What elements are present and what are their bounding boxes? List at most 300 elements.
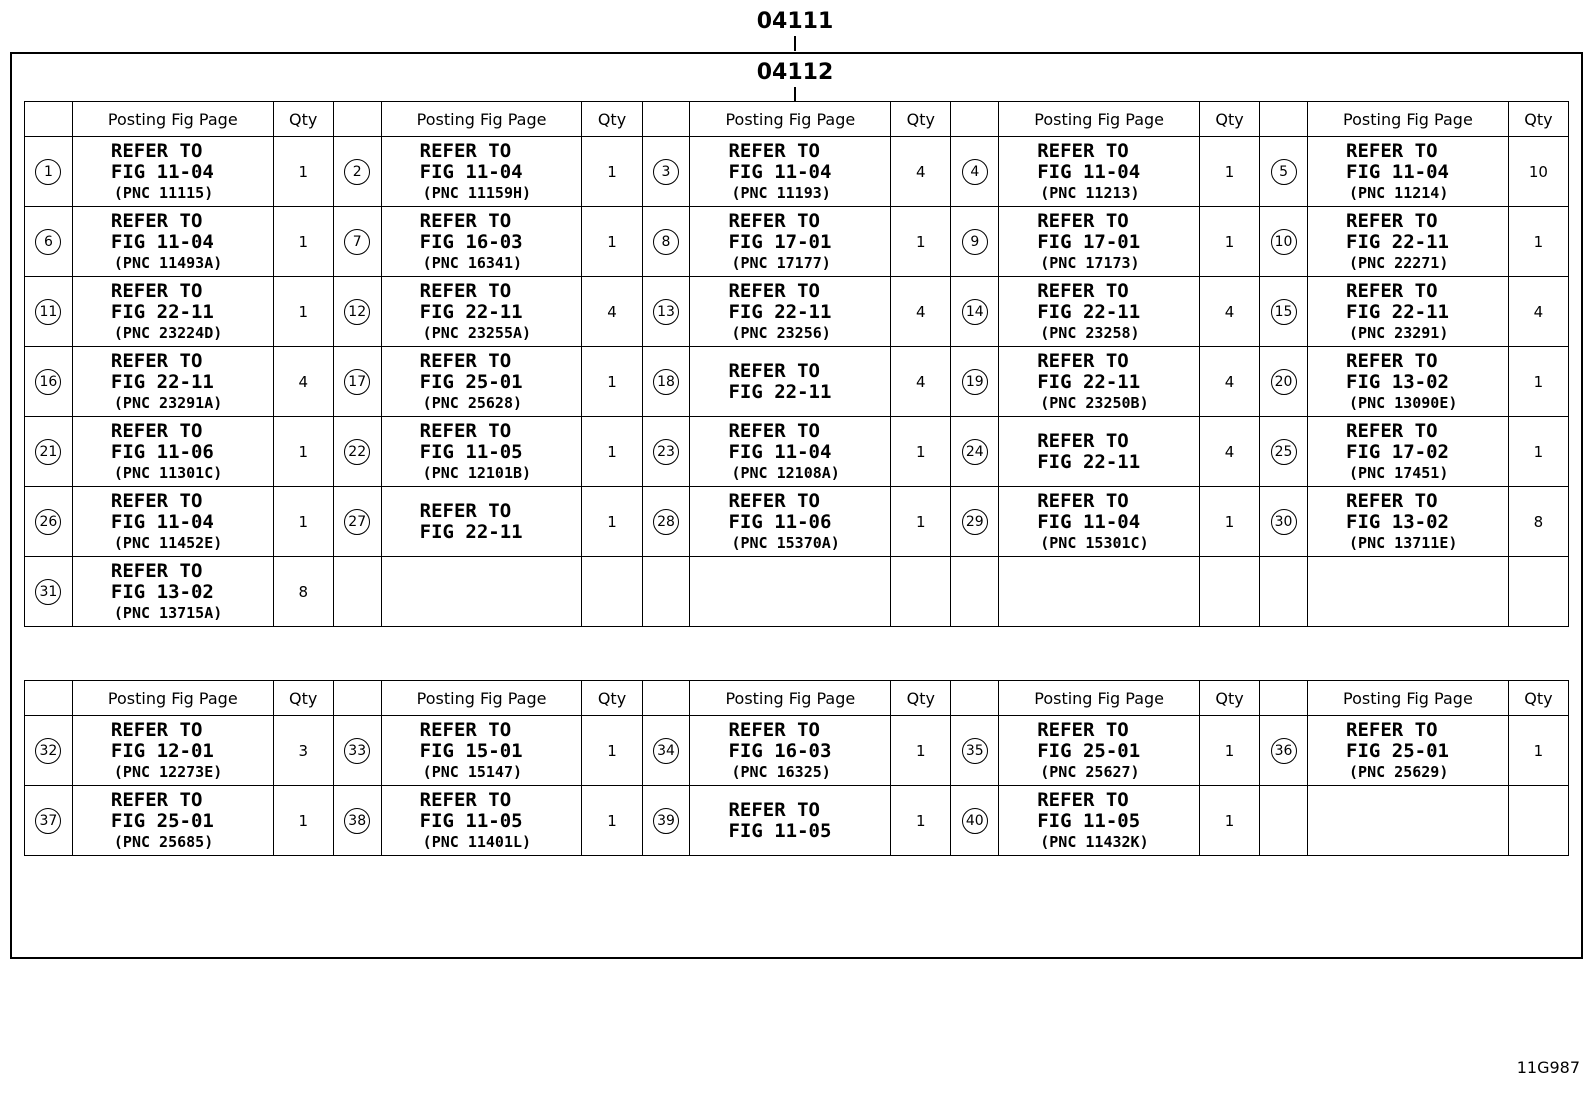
pnc-number: (PNC 16341) [422, 253, 523, 272]
table-row [25, 557, 1569, 627]
item-number-cell [25, 487, 73, 557]
posting-fig-page-cell [1308, 716, 1509, 786]
refer-to-text: REFER TO [110, 559, 203, 582]
header-posting-fig-page: Posting Fig Page [381, 102, 582, 137]
header-qty: Qty [1508, 102, 1568, 137]
header-qty: Qty [1508, 681, 1568, 716]
qty-cell [1508, 557, 1568, 627]
qty-cell: 1 [273, 137, 333, 207]
fig-page-ref: FIG 17-01 [728, 230, 832, 253]
qty-cell: 1 [1508, 716, 1568, 786]
refer-to-text: REFER TO [1346, 139, 1438, 162]
qty-cell: 1 [582, 417, 642, 487]
item-number-badge: 19 [962, 369, 988, 395]
header-number-cell [1260, 681, 1308, 716]
header-posting-fig-page: Posting Fig Page [690, 102, 891, 137]
item-number-cell [333, 487, 381, 557]
pnc-number: (PNC 11301C) [113, 463, 223, 482]
qty-cell: 1 [273, 277, 333, 347]
item-number-cell [951, 207, 999, 277]
header-qty: Qty [891, 681, 951, 716]
qty-cell [1508, 786, 1568, 856]
pnc-number: (PNC 15301C) [1040, 533, 1149, 552]
posting-fig-page-cell [999, 347, 1200, 417]
qty-cell: 1 [891, 487, 951, 557]
item-number-badge: 36 [1271, 738, 1297, 764]
qty-cell: 4 [1200, 277, 1260, 347]
fig-page-ref: FIG 17-02 [1346, 440, 1449, 463]
item-number-badge: 15 [1271, 299, 1297, 325]
table-row [25, 277, 1569, 347]
fig-page-ref: FIG 25-01 [1346, 739, 1449, 762]
posting-fig-page-cell [72, 557, 273, 627]
refer-to-text: REFER TO [419, 788, 512, 811]
item-number-cell [1260, 277, 1308, 347]
header-qty: Qty [582, 102, 642, 137]
item-number-badge: 22 [344, 439, 370, 465]
item-number-badge: 10 [1271, 229, 1297, 255]
fig-page-ref: FIG 11-06 [728, 510, 832, 533]
item-number-badge: 20 [1271, 369, 1297, 395]
posting-fig-page-cell [1308, 277, 1509, 347]
assembly-label-04111: 04111 [756, 9, 834, 34]
item-number-cell [951, 716, 999, 786]
pnc-number: (PNC 23250B) [1040, 393, 1149, 412]
pnc-number: (PNC 17173) [1040, 253, 1140, 272]
qty-cell: 4 [582, 277, 642, 347]
posting-fig-page-cell [381, 277, 582, 347]
posting-fig-page-cell [1308, 786, 1509, 856]
fig-page-ref: FIG 13-02 [1346, 370, 1449, 393]
fig-page-ref: FIG 11-04 [110, 510, 214, 533]
pnc-number: (PNC 11432K) [1040, 832, 1149, 851]
posting-fig-page-cell [690, 137, 891, 207]
item-number-badge: 31 [35, 579, 61, 605]
fig-page-ref: FIG 22-11 [419, 300, 523, 323]
fig-page-ref: FIG 22-11 [1346, 300, 1449, 323]
refer-to-text: REFER TO [728, 489, 820, 512]
header-number-cell [25, 102, 73, 137]
item-number-badge: 29 [962, 509, 988, 535]
posting-fig-page-cell [1308, 417, 1509, 487]
header-qty: Qty [1200, 102, 1260, 137]
pnc-number: (PNC 11452E) [113, 533, 223, 552]
item-number-cell [951, 137, 999, 207]
header-qty: Qty [582, 681, 642, 716]
refer-to-text: REFER TO [1346, 279, 1438, 302]
pnc-number: (PNC 17451) [1349, 463, 1449, 482]
refer-to-text: REFER TO [728, 139, 820, 162]
item-number-cell [333, 277, 381, 347]
table-row [25, 716, 1569, 786]
item-number-cell [951, 347, 999, 417]
pnc-number: (PNC 22271) [1349, 253, 1449, 272]
item-number-badge: 38 [344, 808, 370, 834]
header-posting-fig-page: Posting Fig Page [1308, 681, 1509, 716]
item-number-badge: 9 [962, 229, 988, 255]
pnc-number: (PNC 25628) [422, 393, 523, 412]
qty-cell: 1 [582, 487, 642, 557]
item-number-cell [25, 207, 73, 277]
qty-cell [891, 557, 951, 627]
qty-cell: 1 [1200, 786, 1260, 856]
header-row [25, 102, 1569, 137]
item-number-badge: 12 [344, 299, 370, 325]
pnc-number: (PNC 25685) [113, 832, 214, 851]
qty-cell: 4 [273, 347, 333, 417]
item-number-cell [333, 716, 381, 786]
item-number-badge: 34 [653, 738, 679, 764]
item-number-badge: 16 [35, 369, 61, 395]
qty-cell: 1 [891, 786, 951, 856]
fig-page-ref: FIG 11-04 [728, 160, 832, 183]
posting-fig-page-cell [381, 207, 582, 277]
qty-cell: 1 [582, 207, 642, 277]
refer-to-text: REFER TO [728, 419, 820, 442]
posting-fig-page-cell [1308, 347, 1509, 417]
header-number-cell [951, 681, 999, 716]
posting-fig-page-cell [381, 716, 582, 786]
fig-page-ref: FIG 22-11 [110, 300, 214, 323]
fig-page-ref: FIG 11-05 [419, 440, 523, 463]
posting-fig-page-cell [72, 207, 273, 277]
assembly-label-04112: 04112 [756, 60, 834, 85]
posting-fig-page-cell [999, 417, 1200, 487]
refer-to-text: REFER TO [419, 209, 512, 232]
posting-fig-page-cell [690, 487, 891, 557]
posting-fig-page-cell [72, 417, 273, 487]
refer-to-text: REFER TO [1037, 279, 1129, 302]
qty-cell: 1 [1200, 207, 1260, 277]
item-number-cell [25, 347, 73, 417]
refer-to-text: REFER TO [110, 489, 203, 512]
leader-line-04111 [794, 36, 796, 51]
fig-page-ref: FIG 15-01 [419, 739, 523, 762]
posting-fig-page-cell [72, 487, 273, 557]
posting-fig-page-cell [72, 716, 273, 786]
pnc-number: (PNC 23258) [1040, 323, 1140, 342]
parts-table-lower [24, 680, 1569, 856]
refer-to-text: REFER TO [419, 139, 512, 162]
posting-fig-page-cell [381, 786, 582, 856]
posting-fig-page-cell [381, 417, 582, 487]
qty-cell: 8 [273, 557, 333, 627]
pnc-number: (PNC 23255A) [422, 323, 532, 342]
item-number-badge: 17 [344, 369, 370, 395]
item-number-badge: 11 [35, 299, 61, 325]
table-row [25, 137, 1569, 207]
item-number-badge: 24 [962, 439, 988, 465]
item-number-cell [333, 557, 381, 627]
header-number-cell [642, 102, 690, 137]
header-number-cell [642, 681, 690, 716]
qty-cell [582, 557, 642, 627]
item-number-badge: 14 [962, 299, 988, 325]
item-number-cell [642, 786, 690, 856]
header-number-cell [1260, 102, 1308, 137]
fig-page-ref: FIG 11-04 [1037, 160, 1141, 183]
header-qty: Qty [273, 681, 333, 716]
qty-cell: 1 [891, 417, 951, 487]
fig-page-ref: FIG 22-11 [419, 520, 523, 543]
posting-fig-page-cell [690, 207, 891, 277]
refer-to-text: REFER TO [110, 419, 203, 442]
header-number-cell [25, 681, 73, 716]
posting-fig-page-cell [72, 786, 273, 856]
refer-to-text: REFER TO [110, 279, 203, 302]
item-number-badge: 30 [1271, 509, 1297, 535]
fig-page-ref: FIG 12-01 [110, 739, 214, 762]
qty-cell [1200, 557, 1260, 627]
item-number-badge: 7 [344, 229, 370, 255]
posting-fig-page-cell [690, 277, 891, 347]
fig-page-ref: FIG 11-06 [110, 440, 214, 463]
item-number-badge: 28 [653, 509, 679, 535]
header-qty: Qty [1200, 681, 1260, 716]
posting-fig-page-cell [690, 557, 891, 627]
posting-fig-page-cell [999, 277, 1200, 347]
item-number-badge: 8 [653, 229, 679, 255]
illustration-code: 11G987 [1516, 1058, 1580, 1077]
posting-fig-page-cell [381, 557, 582, 627]
fig-page-ref: FIG 22-11 [728, 300, 832, 323]
item-number-cell [1260, 716, 1308, 786]
fig-page-ref: FIG 13-02 [1346, 510, 1449, 533]
item-number-cell [642, 347, 690, 417]
fig-page-ref: FIG 22-11 [110, 370, 214, 393]
header-posting-fig-page: Posting Fig Page [1308, 102, 1509, 137]
item-number-cell [951, 417, 999, 487]
table-row [25, 207, 1569, 277]
posting-fig-page-cell [999, 487, 1200, 557]
qty-cell: 1 [582, 137, 642, 207]
header-posting-fig-page: Posting Fig Page [72, 102, 273, 137]
qty-cell: 3 [273, 716, 333, 786]
qty-cell: 10 [1508, 137, 1568, 207]
item-number-cell [333, 137, 381, 207]
pnc-number: (PNC 13711E) [1349, 533, 1458, 552]
item-number-cell [642, 417, 690, 487]
qty-cell: 1 [1200, 137, 1260, 207]
table-row [25, 417, 1569, 487]
posting-fig-page-cell [72, 137, 273, 207]
fig-page-ref: FIG 11-04 [1037, 510, 1141, 533]
fig-page-ref: FIG 11-04 [1346, 160, 1449, 183]
posting-fig-page-cell [999, 786, 1200, 856]
qty-cell: 1 [1508, 207, 1568, 277]
refer-to-text: REFER TO [1037, 139, 1129, 162]
posting-fig-page-cell [381, 487, 582, 557]
refer-to-text: REFER TO [110, 718, 203, 741]
item-number-badge: 13 [653, 299, 679, 325]
qty-cell: 1 [273, 417, 333, 487]
qty-cell: 1 [891, 716, 951, 786]
refer-to-text: REFER TO [1346, 349, 1438, 372]
qty-cell: 1 [582, 347, 642, 417]
refer-to-text: REFER TO [110, 349, 203, 372]
header-qty: Qty [891, 102, 951, 137]
pnc-number: (PNC 11193) [731, 183, 831, 202]
item-number-badge: 39 [653, 808, 679, 834]
posting-fig-page-cell [1308, 487, 1509, 557]
refer-to-text: REFER TO [728, 359, 820, 382]
pnc-number: (PNC 23291) [1349, 323, 1449, 342]
item-number-badge: 26 [35, 509, 61, 535]
qty-cell: 1 [273, 207, 333, 277]
refer-to-text: REFER TO [1037, 349, 1129, 372]
refer-to-text: REFER TO [419, 718, 512, 741]
pnc-number: (PNC 11115) [113, 183, 214, 202]
item-number-badge: 35 [962, 738, 988, 764]
item-number-cell [642, 557, 690, 627]
header-posting-fig-page: Posting Fig Page [999, 102, 1200, 137]
pnc-number: (PNC 11493A) [113, 253, 223, 272]
fig-page-ref: FIG 17-01 [1037, 230, 1141, 253]
qty-cell: 1 [582, 786, 642, 856]
refer-to-text: REFER TO [110, 788, 203, 811]
item-number-badge: 3 [653, 159, 679, 185]
item-number-badge: 6 [35, 229, 61, 255]
header-posting-fig-page: Posting Fig Page [381, 681, 582, 716]
qty-cell: 1 [273, 487, 333, 557]
item-number-cell [333, 786, 381, 856]
table-row [25, 487, 1569, 557]
fig-page-ref: FIG 11-05 [419, 809, 523, 832]
fig-page-ref: FIG 22-11 [728, 380, 832, 403]
refer-to-text: REFER TO [1037, 489, 1129, 512]
pnc-number: (PNC 11214) [1349, 183, 1449, 202]
posting-fig-page-cell [1308, 137, 1509, 207]
item-number-cell [1260, 487, 1308, 557]
item-number-badge: 32 [35, 738, 61, 764]
item-number-cell [25, 137, 73, 207]
item-number-cell [1260, 786, 1308, 856]
pnc-number: (PNC 11401L) [422, 832, 532, 851]
header-posting-fig-page: Posting Fig Page [999, 681, 1200, 716]
posting-fig-page-cell [381, 137, 582, 207]
item-number-badge: 21 [35, 439, 61, 465]
qty-cell: 1 [1508, 417, 1568, 487]
header-row [25, 681, 1569, 716]
item-number-cell [25, 277, 73, 347]
posting-fig-page-cell [690, 417, 891, 487]
table-row [25, 347, 1569, 417]
posting-fig-page-cell [1308, 207, 1509, 277]
qty-cell: 4 [891, 277, 951, 347]
pnc-number: (PNC 13090E) [1349, 393, 1458, 412]
item-number-cell [333, 417, 381, 487]
pnc-number: (PNC 16325) [731, 762, 831, 781]
item-number-badge: 5 [1271, 159, 1297, 185]
refer-to-text: REFER TO [110, 209, 203, 232]
posting-fig-page-cell [999, 716, 1200, 786]
item-number-cell [333, 207, 381, 277]
item-number-cell [1260, 417, 1308, 487]
posting-fig-page-cell [690, 347, 891, 417]
qty-cell: 4 [1200, 347, 1260, 417]
header-qty: Qty [273, 102, 333, 137]
posting-fig-page-cell [999, 207, 1200, 277]
refer-to-text: REFER TO [1346, 489, 1438, 512]
item-number-badge: 33 [344, 738, 370, 764]
qty-cell: 1 [891, 207, 951, 277]
qty-cell: 1 [273, 786, 333, 856]
qty-cell: 1 [582, 716, 642, 786]
qty-cell: 4 [891, 347, 951, 417]
fig-page-ref: FIG 22-11 [1037, 450, 1141, 473]
leader-line-04112 [794, 87, 796, 101]
fig-page-ref: FIG 13-02 [110, 580, 214, 603]
refer-to-text: REFER TO [419, 349, 512, 372]
pnc-number: (PNC 15147) [422, 762, 523, 781]
fig-page-ref: FIG 11-04 [419, 160, 523, 183]
item-number-badge: 1 [35, 159, 61, 185]
item-number-cell [25, 716, 73, 786]
pnc-number: (PNC 11159H) [422, 183, 532, 202]
posting-fig-page-cell [1308, 557, 1509, 627]
pnc-number: (PNC 13715A) [113, 603, 223, 622]
fig-page-ref: FIG 11-05 [1037, 809, 1141, 832]
item-number-cell [642, 487, 690, 557]
item-number-cell [951, 487, 999, 557]
pnc-number: (PNC 23256) [731, 323, 831, 342]
item-number-cell [951, 786, 999, 856]
fig-page-ref: FIG 11-05 [728, 819, 832, 842]
header-number-cell [951, 102, 999, 137]
refer-to-text: REFER TO [419, 279, 512, 302]
pnc-number: (PNC 12108A) [731, 463, 840, 482]
posting-fig-page-cell [72, 277, 273, 347]
refer-to-text: REFER TO [1346, 718, 1438, 741]
refer-to-text: REFER TO [1037, 718, 1129, 741]
pnc-number: (PNC 25629) [1349, 762, 1449, 781]
qty-cell: 1 [1508, 347, 1568, 417]
qty-cell: 4 [1200, 417, 1260, 487]
fig-page-ref: FIG 22-11 [1346, 230, 1449, 253]
posting-fig-page-cell [72, 347, 273, 417]
fig-page-ref: FIG 16-03 [728, 739, 832, 762]
pnc-number: (PNC 17177) [731, 253, 831, 272]
pnc-number: (PNC 12273E) [113, 762, 223, 781]
item-number-badge: 40 [962, 808, 988, 834]
qty-cell: 1 [1200, 716, 1260, 786]
header-posting-fig-page: Posting Fig Page [690, 681, 891, 716]
parts-table-upper [24, 101, 1569, 627]
item-number-cell [1260, 557, 1308, 627]
item-number-cell [25, 557, 73, 627]
fig-page-ref: FIG 22-11 [1037, 300, 1141, 323]
item-number-cell [951, 277, 999, 347]
qty-cell: 1 [1200, 487, 1260, 557]
refer-to-text: REFER TO [419, 499, 512, 522]
pnc-number: (PNC 23224D) [113, 323, 223, 342]
pnc-number: (PNC 23291A) [113, 393, 223, 412]
fig-page-ref: FIG 11-04 [110, 230, 214, 253]
item-number-badge: 4 [962, 159, 988, 185]
item-number-cell [642, 207, 690, 277]
item-number-cell [25, 417, 73, 487]
fig-page-ref: FIG 25-01 [110, 809, 214, 832]
refer-to-text: REFER TO [728, 209, 820, 232]
item-number-cell [642, 716, 690, 786]
posting-fig-page-cell [690, 716, 891, 786]
item-number-badge: 23 [653, 439, 679, 465]
item-number-cell [951, 557, 999, 627]
fig-page-ref: FIG 25-01 [419, 370, 523, 393]
posting-fig-page-cell [381, 347, 582, 417]
refer-to-text: REFER TO [1346, 209, 1438, 232]
item-number-badge: 27 [344, 509, 370, 535]
